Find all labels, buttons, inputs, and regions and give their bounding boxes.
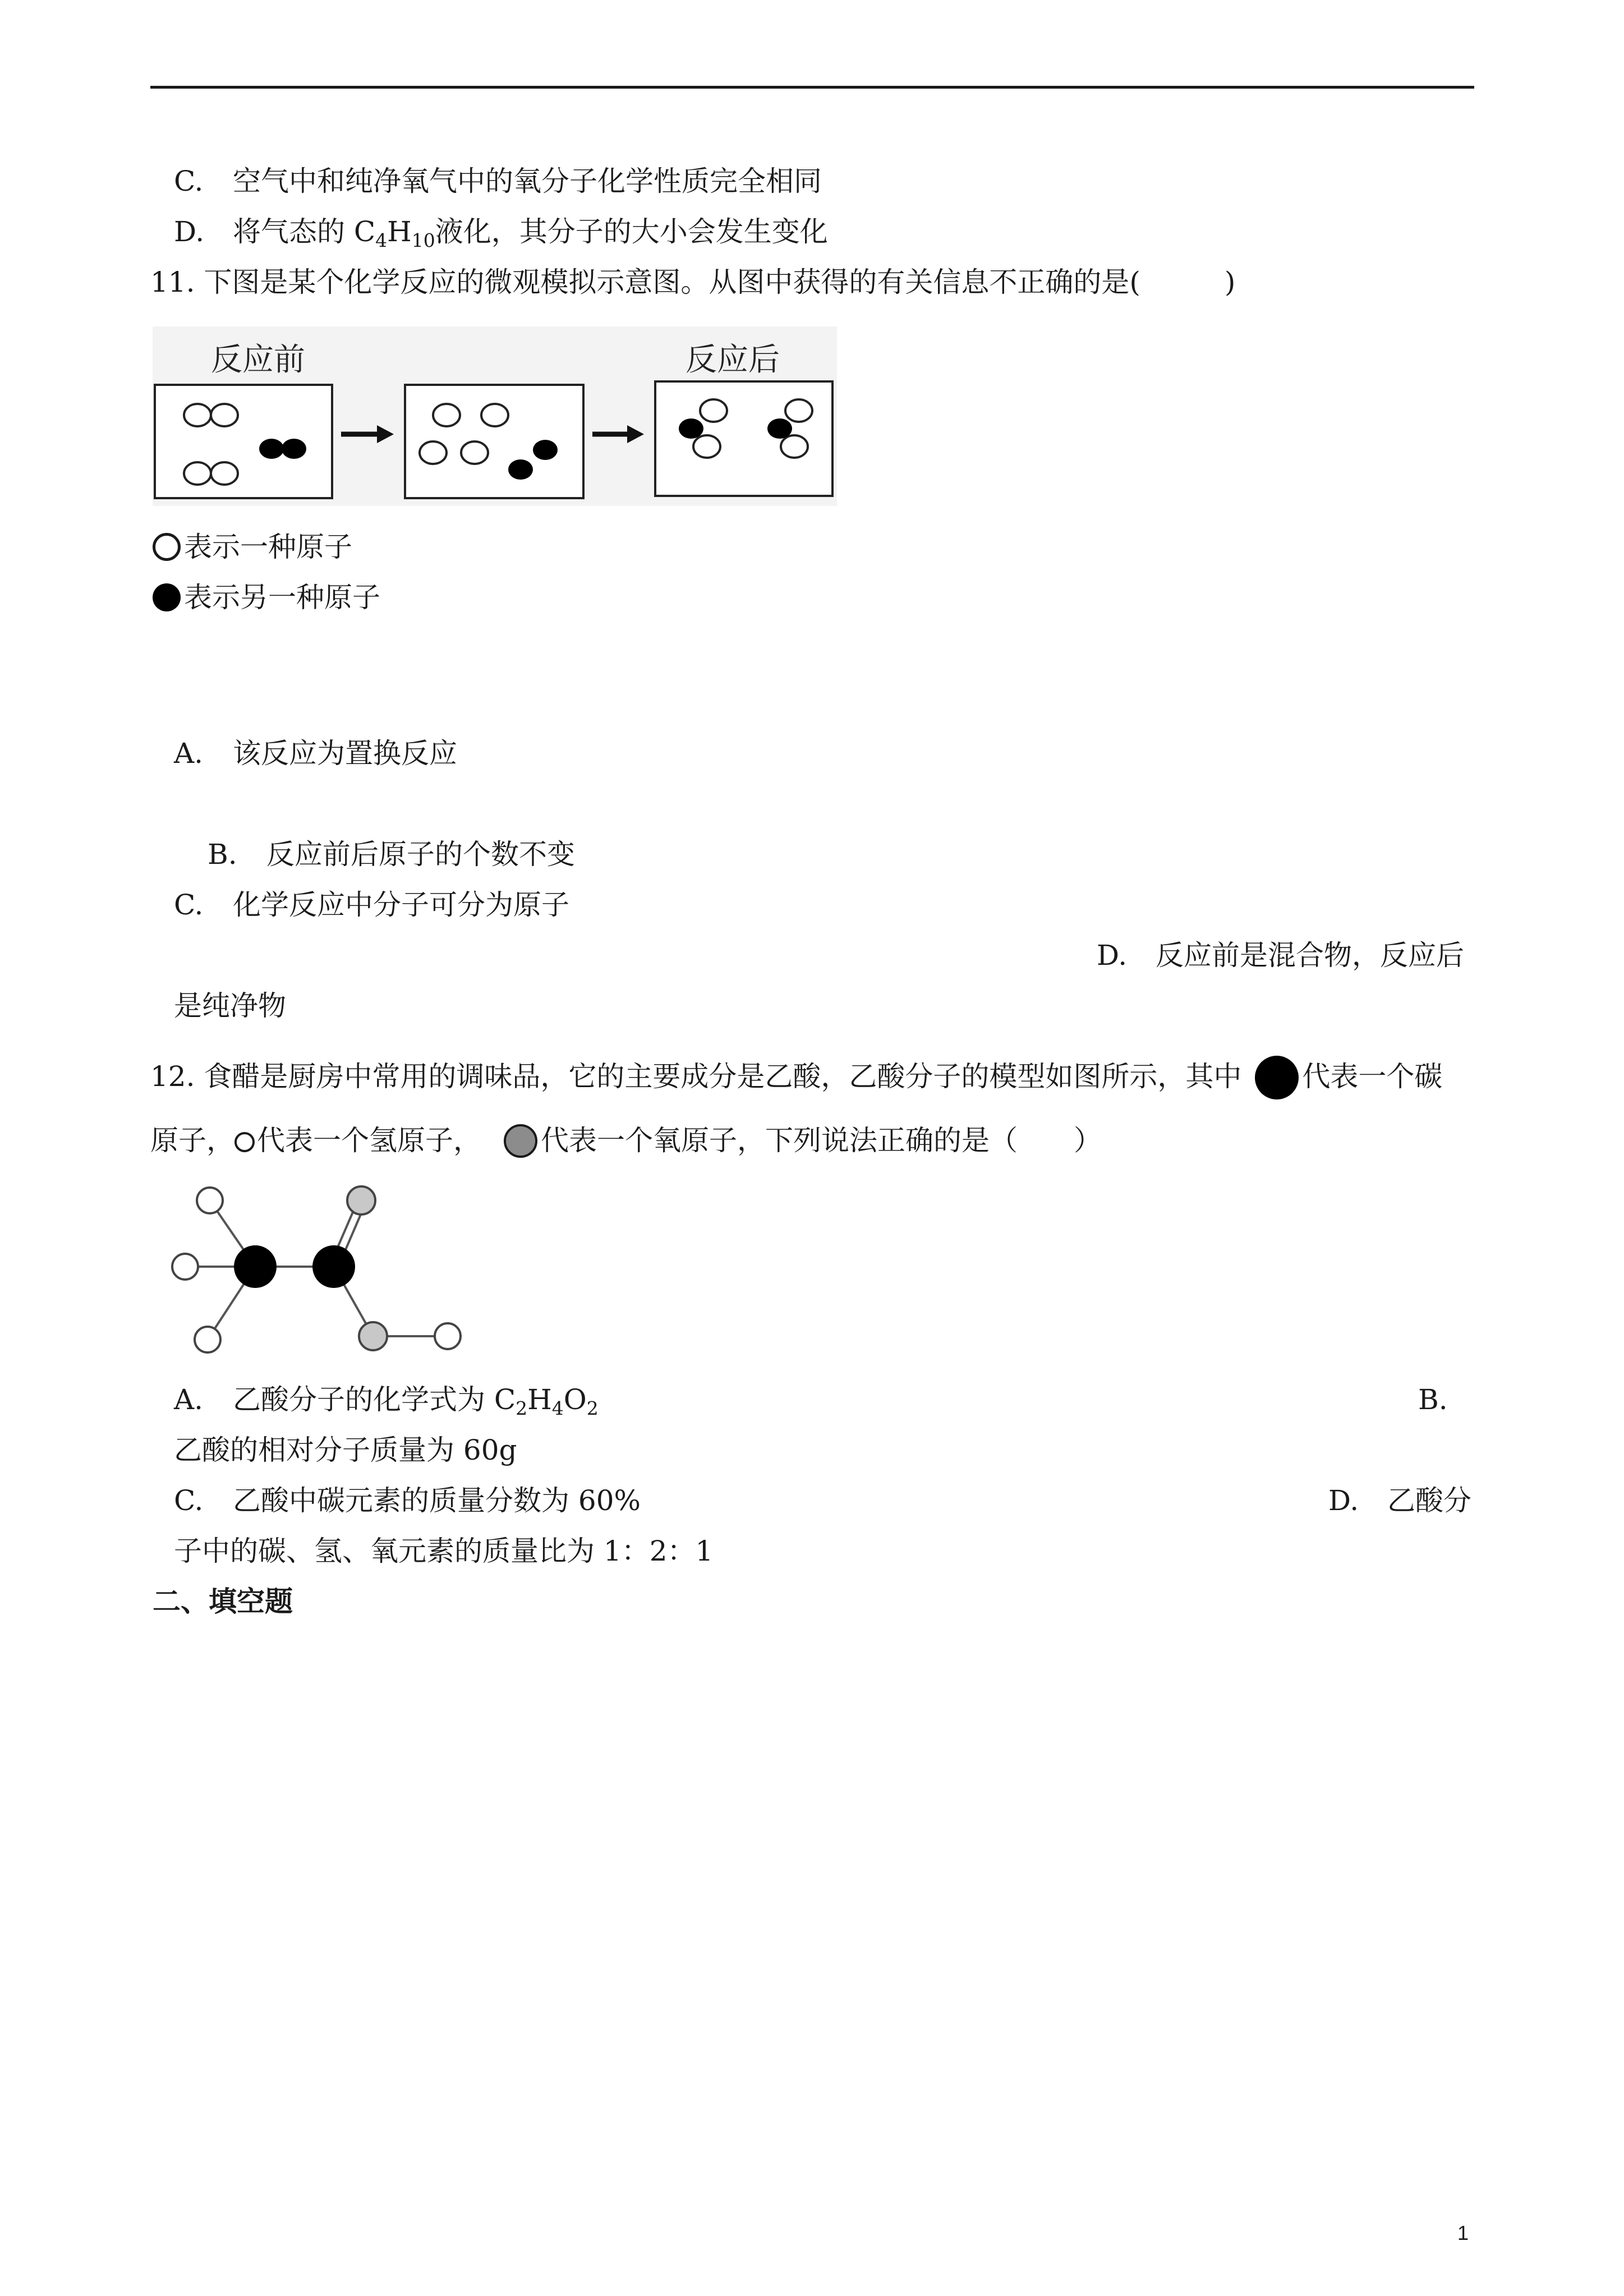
white-atom (785, 399, 812, 422)
hydrogen-atom (435, 1323, 461, 1349)
white-atom (184, 404, 211, 426)
white-atom (700, 399, 727, 422)
carbon-atom (234, 1245, 277, 1288)
q11-stem: 11. 下图是某个化学反应的微观模拟示意图。从图中获得的有关信息不正确的是( ) (150, 266, 1236, 298)
black-atom (767, 418, 792, 439)
oxygen-atom (347, 1186, 375, 1214)
hydrogen-atom (195, 1327, 220, 1352)
q10-option-c: C. 空气中和纯净氧气中的氧分子化学性质完全相同 (174, 165, 822, 197)
q12-option-c: C. 乙酸中碳元素的质量分数为 60% (174, 1484, 641, 1517)
q11-option-b: B. 反应前后原子的个数不变 (208, 838, 575, 871)
box-before (155, 385, 332, 498)
label-before-reaction: 反应前 (211, 342, 305, 378)
q10-option-d: D. 将气态的 $C_4H_{10}$液化，其分子的大小会发生变化 (174, 215, 828, 251)
legend-black-atom: 表示另一种原子 (153, 578, 380, 617)
legend-white-atom: 表示一种原子 (153, 527, 352, 567)
hydrogen-atom (172, 1254, 198, 1280)
white-atom (461, 441, 488, 464)
q11-option-d: D. 反应前是混合物，反应后 (1097, 939, 1464, 972)
white-atom (184, 462, 211, 485)
header-rule (150, 86, 1474, 89)
white-atom (481, 404, 508, 426)
q12-stem-line1: 12. 食醋是厨房中常用的调味品，它的主要成分是乙酸，乙酸分子的模型如图所示，其中 代表一个碳 (150, 1056, 1442, 1099)
hydrogen-atom-icon (234, 1132, 255, 1152)
black-atom (259, 439, 284, 459)
q11-option-a: A. 该反应为置换反应 (174, 737, 457, 770)
black-atom (282, 439, 306, 459)
q12-option-d-continued: 子中的碳、氢、氧元素的质量比为 1：2：1 (174, 1535, 714, 1567)
q12-option-b-text: 乙酸的相对分子质量为 60g (174, 1434, 517, 1466)
box-intermediate (405, 385, 583, 498)
q11-option-d-continued: 是纯净物 (174, 990, 286, 1022)
reaction-diagram (153, 326, 837, 506)
hydrogen-atom (197, 1188, 223, 1213)
q12-option-a: A. 乙酸分子的化学式为 $C_2H_4O_2$ (174, 1383, 599, 1419)
q11-option-c: C. 化学反应中分子可分为原子 (174, 889, 569, 921)
white-atom (693, 435, 720, 458)
black-atom (508, 459, 533, 480)
page-number: 1 (1457, 2221, 1469, 2244)
black-circle-icon (153, 583, 181, 611)
acetic-acid-model (163, 1178, 477, 1369)
oxygen-atom (359, 1322, 387, 1350)
carbon-atom-icon (1255, 1056, 1299, 1099)
black-atom (533, 440, 558, 460)
white-atom (433, 404, 460, 426)
white-atom (211, 462, 238, 485)
label-after-reaction: 反应后 (686, 342, 780, 378)
black-atom (679, 418, 703, 439)
q12-option-b-letter: B. (1418, 1383, 1448, 1416)
section-title: 二、填空题 (153, 1585, 293, 1618)
q12-stem-line2: 原子， 代表一个氢原子， 代表一个氧原子，下列说法正确的是（ ） (150, 1124, 1102, 1157)
white-atom (781, 435, 808, 458)
white-circle-icon (153, 533, 181, 561)
q12-option-d: D. 乙酸分 (1328, 1484, 1471, 1517)
white-atom (211, 404, 238, 426)
carbon-atom (312, 1245, 355, 1288)
oxygen-atom-icon (504, 1124, 537, 1158)
box-after (655, 381, 832, 496)
white-atom (420, 441, 447, 464)
